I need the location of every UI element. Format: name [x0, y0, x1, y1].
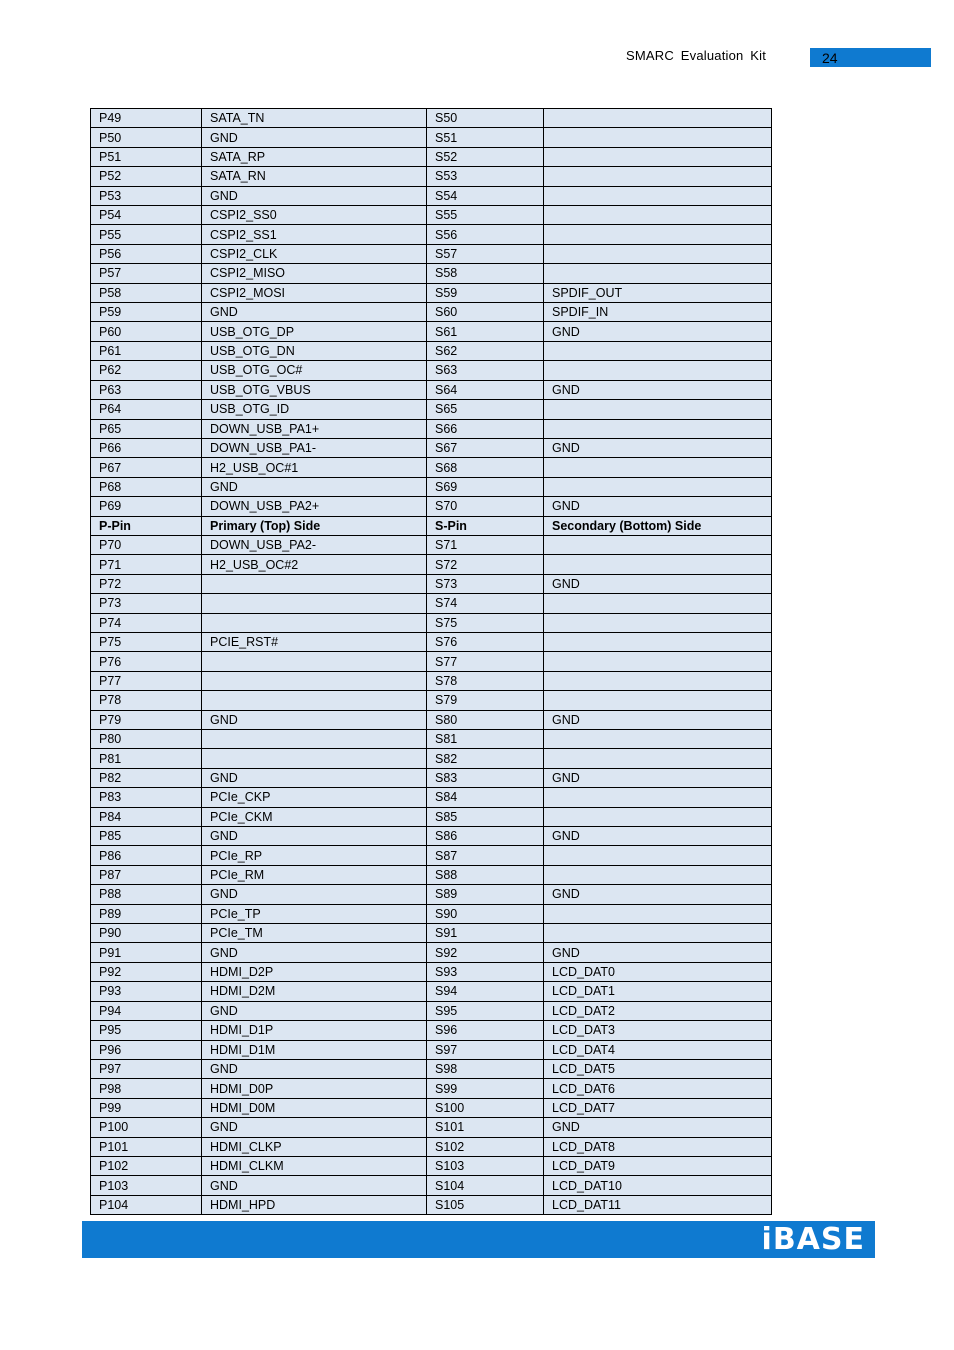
primary-signal-cell: DOWN_USB_PA2-	[202, 535, 427, 554]
primary-signal-cell: HDMI_D0P	[202, 1079, 427, 1098]
table-row	[91, 361, 772, 380]
primary-signal-cell: SATA_RP	[202, 147, 427, 166]
primary-signal-cell: PCIe_TP	[202, 904, 427, 923]
p-pin-cell: P73	[91, 594, 202, 613]
table-row	[91, 807, 772, 826]
secondary-signal-cell: LCD_DAT11	[544, 1195, 772, 1214]
secondary-signal-cell	[544, 264, 772, 283]
p-pin-cell: P72	[91, 574, 202, 593]
p-pin-cell: P55	[91, 225, 202, 244]
s-pin-cell: S81	[427, 730, 544, 749]
p-pin-cell: P50	[91, 128, 202, 147]
p-pin-cell: P62	[91, 361, 202, 380]
s-pin-cell: S96	[427, 1021, 544, 1040]
secondary-signal-cell	[544, 865, 772, 884]
primary-signal-cell: PCIe_RP	[202, 846, 427, 865]
p-pin-cell: P56	[91, 244, 202, 263]
primary-signal-cell: H2_USB_OC#2	[202, 555, 427, 574]
s-pin-cell: S88	[427, 865, 544, 884]
s-pin-cell: S105	[427, 1195, 544, 1214]
s-pin-cell: S62	[427, 341, 544, 360]
secondary-signal-cell	[544, 807, 772, 826]
secondary-signal-cell	[544, 788, 772, 807]
primary-signal-cell: GND	[202, 303, 427, 322]
s-pin-cell: S72	[427, 555, 544, 574]
s-pin-cell: S98	[427, 1059, 544, 1078]
p-pin-cell: P74	[91, 613, 202, 632]
secondary-signal-cell: GND	[544, 574, 772, 593]
table-row	[91, 652, 772, 671]
secondary-signal-cell	[544, 594, 772, 613]
p-pin-cell: P49	[91, 109, 202, 128]
s-pin-cell: S94	[427, 982, 544, 1001]
table-row	[91, 1137, 772, 1156]
secondary-signal-cell	[544, 206, 772, 225]
secondary-signal-cell: GND	[544, 768, 772, 787]
p-pin-cell: P104	[91, 1195, 202, 1214]
primary-signal-cell: H2_USB_OC#1	[202, 458, 427, 477]
s-pin-cell: S57	[427, 244, 544, 263]
p-pin-cell: P94	[91, 1001, 202, 1020]
pin-assignment-table	[90, 108, 772, 1215]
table-row	[91, 109, 772, 128]
table-row	[91, 555, 772, 574]
table-row	[91, 264, 772, 283]
secondary-signal-cell	[544, 244, 772, 263]
primary-signal-cell: HDMI_D2P	[202, 962, 427, 981]
s-pin-cell: S60	[427, 303, 544, 322]
p-pin-cell: P96	[91, 1040, 202, 1059]
primary-signal-cell: USB_OTG_DP	[202, 322, 427, 341]
s-pin-cell: S53	[427, 167, 544, 186]
p-pin-cell: P87	[91, 865, 202, 884]
s-pin-cell: S78	[427, 671, 544, 690]
secondary-signal-cell: LCD_DAT0	[544, 962, 772, 981]
s-pin-cell: S56	[427, 225, 544, 244]
p-pin-cell: P59	[91, 303, 202, 322]
secondary-signal-cell: LCD_DAT8	[544, 1137, 772, 1156]
s-pin-cell: S52	[427, 147, 544, 166]
table-row	[91, 594, 772, 613]
s-pin-cell: S69	[427, 477, 544, 496]
secondary-signal-cell	[544, 671, 772, 690]
table-row	[91, 1040, 772, 1059]
p-pin-cell: P63	[91, 380, 202, 399]
primary-signal-cell: GND	[202, 1176, 427, 1195]
primary-signal-cell: USB_OTG_OC#	[202, 361, 427, 380]
p-pin-cell: P82	[91, 768, 202, 787]
primary-signal-cell: HDMI_D2M	[202, 982, 427, 1001]
secondary-signal-cell	[544, 535, 772, 554]
secondary-signal-cell: LCD_DAT2	[544, 1001, 772, 1020]
table-row	[91, 535, 772, 554]
table-row	[91, 147, 772, 166]
p-pin-cell: P80	[91, 730, 202, 749]
p-pin-cell: P83	[91, 788, 202, 807]
table-row	[91, 768, 772, 787]
secondary-signal-cell: SPDIF_OUT	[544, 283, 772, 302]
secondary-signal-cell: SPDIF_IN	[544, 303, 772, 322]
table-row	[91, 730, 772, 749]
secondary-signal-cell	[544, 691, 772, 710]
table-row	[91, 438, 772, 457]
s-pin-cell: S58	[427, 264, 544, 283]
table-row	[91, 206, 772, 225]
primary-signal-cell: GND	[202, 1001, 427, 1020]
table-row	[91, 846, 772, 865]
secondary-signal-cell: GND	[544, 497, 772, 516]
s-pin-cell: S76	[427, 632, 544, 651]
ibase-logo: iBASE	[761, 1222, 865, 1257]
s-pin-cell: S80	[427, 710, 544, 729]
p-pin-cell: P88	[91, 885, 202, 904]
secondary-signal-cell	[544, 128, 772, 147]
p-pin-cell: P81	[91, 749, 202, 768]
primary-signal-cell: GND	[202, 710, 427, 729]
table-row	[91, 244, 772, 263]
primary-signal-cell: DOWN_USB_PA1+	[202, 419, 427, 438]
table-row	[91, 1001, 772, 1020]
primary-signal-cell	[202, 691, 427, 710]
s-pin-cell: S63	[427, 361, 544, 380]
table-row	[91, 322, 772, 341]
s-pin-cell: S74	[427, 594, 544, 613]
p-pin-cell: P86	[91, 846, 202, 865]
p-pin-cell: P68	[91, 477, 202, 496]
primary-signal-cell: PCIe_CKP	[202, 788, 427, 807]
p-pin-cell: P90	[91, 924, 202, 943]
secondary-signal-cell: LCD_DAT1	[544, 982, 772, 1001]
table-row	[91, 303, 772, 322]
s-pin-cell: S59	[427, 283, 544, 302]
table-row	[91, 1176, 772, 1195]
table-row	[91, 613, 772, 632]
secondary-signal-cell	[544, 555, 772, 574]
p-pin-cell: P61	[91, 341, 202, 360]
secondary-signal-cell	[544, 749, 772, 768]
p-pin-cell: P54	[91, 206, 202, 225]
s-pin-cell: S-Pin	[427, 516, 544, 535]
table-row	[91, 749, 772, 768]
secondary-signal-cell: GND	[544, 438, 772, 457]
secondary-signal-cell	[544, 225, 772, 244]
p-pin-cell: P67	[91, 458, 202, 477]
p-pin-cell: P101	[91, 1137, 202, 1156]
secondary-signal-cell: LCD_DAT3	[544, 1021, 772, 1040]
s-pin-cell: S95	[427, 1001, 544, 1020]
p-pin-cell: P93	[91, 982, 202, 1001]
table-row	[91, 1021, 772, 1040]
primary-signal-cell: HDMI_D1P	[202, 1021, 427, 1040]
secondary-signal-cell: GND	[544, 710, 772, 729]
s-pin-cell: S101	[427, 1118, 544, 1137]
s-pin-cell: S100	[427, 1098, 544, 1117]
table-row	[91, 1059, 772, 1078]
p-pin-cell: P58	[91, 283, 202, 302]
s-pin-cell: S84	[427, 788, 544, 807]
table-row	[91, 497, 772, 516]
table-row	[91, 341, 772, 360]
primary-signal-cell	[202, 594, 427, 613]
p-pin-cell: P70	[91, 535, 202, 554]
footer-bar	[82, 1221, 875, 1258]
p-pin-cell: P79	[91, 710, 202, 729]
secondary-signal-cell	[544, 924, 772, 943]
s-pin-cell: S91	[427, 924, 544, 943]
secondary-signal-cell	[544, 147, 772, 166]
secondary-signal-cell	[544, 109, 772, 128]
table-row	[91, 885, 772, 904]
primary-signal-cell: HDMI_D1M	[202, 1040, 427, 1059]
table-row	[91, 128, 772, 147]
primary-signal-cell: SATA_TN	[202, 109, 427, 128]
s-pin-cell: S50	[427, 109, 544, 128]
secondary-signal-cell	[544, 419, 772, 438]
secondary-signal-cell	[544, 477, 772, 496]
primary-signal-cell: USB_OTG_ID	[202, 400, 427, 419]
p-pin-cell: P102	[91, 1156, 202, 1175]
table-row	[91, 458, 772, 477]
s-pin-cell: S99	[427, 1079, 544, 1098]
s-pin-cell: S61	[427, 322, 544, 341]
secondary-signal-cell: LCD_DAT4	[544, 1040, 772, 1059]
secondary-signal-cell	[544, 632, 772, 651]
primary-signal-cell	[202, 574, 427, 593]
p-pin-cell: P76	[91, 652, 202, 671]
p-pin-cell: P52	[91, 167, 202, 186]
secondary-signal-cell	[544, 400, 772, 419]
p-pin-cell: P71	[91, 555, 202, 574]
pin-table-body	[91, 109, 772, 1215]
table-row	[91, 827, 772, 846]
secondary-signal-cell	[544, 361, 772, 380]
p-pin-cell: P53	[91, 186, 202, 205]
secondary-signal-cell	[544, 341, 772, 360]
p-pin-cell: P65	[91, 419, 202, 438]
s-pin-cell: S86	[427, 827, 544, 846]
s-pin-cell: S67	[427, 438, 544, 457]
table-row	[91, 1195, 772, 1214]
primary-signal-cell: HDMI_CLKM	[202, 1156, 427, 1175]
secondary-signal-cell: GND	[544, 885, 772, 904]
s-pin-cell: S104	[427, 1176, 544, 1195]
secondary-signal-cell	[544, 458, 772, 477]
s-pin-cell: S92	[427, 943, 544, 962]
primary-signal-cell: HDMI_D0M	[202, 1098, 427, 1117]
secondary-signal-cell: GND	[544, 827, 772, 846]
primary-signal-cell	[202, 671, 427, 690]
secondary-signal-cell: GND	[544, 1118, 772, 1137]
table-row	[91, 400, 772, 419]
primary-signal-cell: CSPI2_MOSI	[202, 283, 427, 302]
primary-signal-cell: Primary (Top) Side	[202, 516, 427, 535]
p-pin-cell: P91	[91, 943, 202, 962]
table-row	[91, 904, 772, 923]
document-title: SMARC Evaluation Kit	[626, 48, 767, 63]
primary-signal-cell: GND	[202, 128, 427, 147]
p-pin-cell: P100	[91, 1118, 202, 1137]
secondary-signal-cell	[544, 904, 772, 923]
s-pin-cell: S73	[427, 574, 544, 593]
s-pin-cell: S87	[427, 846, 544, 865]
table-row	[91, 225, 772, 244]
primary-signal-cell	[202, 613, 427, 632]
secondary-signal-cell	[544, 652, 772, 671]
s-pin-cell: S54	[427, 186, 544, 205]
s-pin-cell: S68	[427, 458, 544, 477]
p-pin-cell: P64	[91, 400, 202, 419]
table-row	[91, 982, 772, 1001]
table-row	[91, 186, 772, 205]
secondary-signal-cell	[544, 730, 772, 749]
secondary-signal-cell: Secondary (Bottom) Side	[544, 516, 772, 535]
s-pin-cell: S93	[427, 962, 544, 981]
p-pin-cell: P95	[91, 1021, 202, 1040]
table-row	[91, 1079, 772, 1098]
p-pin-cell: P84	[91, 807, 202, 826]
primary-signal-cell: GND	[202, 943, 427, 962]
primary-signal-cell: HDMI_CLKP	[202, 1137, 427, 1156]
s-pin-cell: S65	[427, 400, 544, 419]
table-row	[91, 924, 772, 943]
secondary-signal-cell: GND	[544, 380, 772, 399]
secondary-signal-cell: LCD_DAT7	[544, 1098, 772, 1117]
table-row	[91, 380, 772, 399]
primary-signal-cell: PCIe_RM	[202, 865, 427, 884]
p-pin-cell: P60	[91, 322, 202, 341]
primary-signal-cell: GND	[202, 477, 427, 496]
s-pin-cell: S82	[427, 749, 544, 768]
p-pin-cell: P69	[91, 497, 202, 516]
primary-signal-cell: GND	[202, 186, 427, 205]
primary-signal-cell: GND	[202, 1118, 427, 1137]
secondary-signal-cell: LCD_DAT5	[544, 1059, 772, 1078]
s-pin-cell: S90	[427, 904, 544, 923]
table-row	[91, 691, 772, 710]
p-pin-cell: P75	[91, 632, 202, 651]
table-header-row	[91, 516, 772, 535]
s-pin-cell: S85	[427, 807, 544, 826]
secondary-signal-cell: GND	[544, 322, 772, 341]
table-row	[91, 671, 772, 690]
table-row	[91, 710, 772, 729]
primary-signal-cell: CSPI2_MISO	[202, 264, 427, 283]
primary-signal-cell	[202, 652, 427, 671]
primary-signal-cell: DOWN_USB_PA2+	[202, 497, 427, 516]
table-row	[91, 574, 772, 593]
table-row	[91, 477, 772, 496]
s-pin-cell: S66	[427, 419, 544, 438]
secondary-signal-cell	[544, 846, 772, 865]
s-pin-cell: S77	[427, 652, 544, 671]
primary-signal-cell: DOWN_USB_PA1-	[202, 438, 427, 457]
secondary-signal-cell	[544, 613, 772, 632]
table-row	[91, 283, 772, 302]
table-row	[91, 865, 772, 884]
s-pin-cell: S97	[427, 1040, 544, 1059]
primary-signal-cell: HDMI_HPD	[202, 1195, 427, 1214]
primary-signal-cell	[202, 730, 427, 749]
p-pin-cell: P89	[91, 904, 202, 923]
s-pin-cell: S71	[427, 535, 544, 554]
primary-signal-cell: GND	[202, 768, 427, 787]
s-pin-cell: S70	[427, 497, 544, 516]
primary-signal-cell: CSPI2_SS1	[202, 225, 427, 244]
s-pin-cell: S89	[427, 885, 544, 904]
p-pin-cell: P103	[91, 1176, 202, 1195]
table-row	[91, 167, 772, 186]
s-pin-cell: S51	[427, 128, 544, 147]
p-pin-cell: P78	[91, 691, 202, 710]
primary-signal-cell	[202, 749, 427, 768]
primary-signal-cell: GND	[202, 1059, 427, 1078]
secondary-signal-cell: GND	[544, 943, 772, 962]
secondary-signal-cell	[544, 167, 772, 186]
primary-signal-cell: PCIe_CKM	[202, 807, 427, 826]
s-pin-cell: S102	[427, 1137, 544, 1156]
s-pin-cell: S64	[427, 380, 544, 399]
s-pin-cell: S55	[427, 206, 544, 225]
table-row	[91, 788, 772, 807]
primary-signal-cell: SATA_RN	[202, 167, 427, 186]
primary-signal-cell: CSPI2_SS0	[202, 206, 427, 225]
primary-signal-cell: PCIe_TM	[202, 924, 427, 943]
secondary-signal-cell: LCD_DAT6	[544, 1079, 772, 1098]
primary-signal-cell: GND	[202, 827, 427, 846]
table-row	[91, 632, 772, 651]
s-pin-cell: S75	[427, 613, 544, 632]
table-row	[91, 1098, 772, 1117]
p-pin-cell: P66	[91, 438, 202, 457]
p-pin-cell: P51	[91, 147, 202, 166]
p-pin-cell: P85	[91, 827, 202, 846]
secondary-signal-cell: LCD_DAT10	[544, 1176, 772, 1195]
primary-signal-cell: USB_OTG_VBUS	[202, 380, 427, 399]
p-pin-cell: P99	[91, 1098, 202, 1117]
table-row	[91, 943, 772, 962]
p-pin-cell: P97	[91, 1059, 202, 1078]
table-row	[91, 419, 772, 438]
secondary-signal-cell: LCD_DAT9	[544, 1156, 772, 1175]
table-row	[91, 1118, 772, 1137]
page-number-badge: 24	[810, 48, 931, 67]
p-pin-cell: P92	[91, 962, 202, 981]
s-pin-cell: S103	[427, 1156, 544, 1175]
s-pin-cell: S83	[427, 768, 544, 787]
p-pin-cell: P98	[91, 1079, 202, 1098]
p-pin-cell: P77	[91, 671, 202, 690]
p-pin-cell: P57	[91, 264, 202, 283]
primary-signal-cell: USB_OTG_DN	[202, 341, 427, 360]
primary-signal-cell: CSPI2_CLK	[202, 244, 427, 263]
table-row	[91, 1156, 772, 1175]
p-pin-cell: P-Pin	[91, 516, 202, 535]
table-row	[91, 962, 772, 981]
primary-signal-cell: PCIE_RST#	[202, 632, 427, 651]
s-pin-cell: S79	[427, 691, 544, 710]
secondary-signal-cell	[544, 186, 772, 205]
primary-signal-cell: GND	[202, 885, 427, 904]
